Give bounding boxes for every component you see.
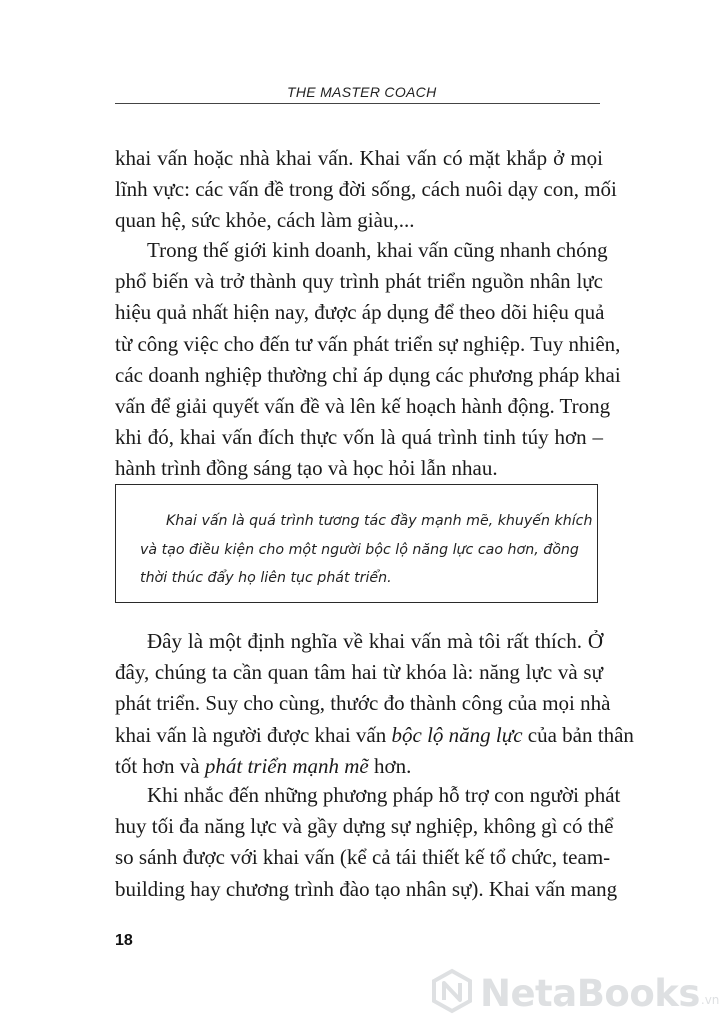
text-line: các doanh nghiệp thường chỉ áp dụng các phương pháp khai [115,362,621,387]
text-line: lĩnh vực: các vấn đề trong đời sống, cách nuôi dạy con, mối [115,177,617,202]
text-line [115,751,603,782]
text-line [115,720,634,751]
paragraph-1 [115,143,617,237]
text-line: huy tối đa năng lực và gầy dựng sự nghiệp, không gì có thể [115,814,614,839]
running-header: THE MASTER COACH [287,84,437,100]
paragraph-2 [115,235,621,485]
text-line: hành trình đồng sáng tạo và học hỏi lẫn nhau. [115,456,498,481]
text-line: so sánh được với khai vấn (kể cả tái thiết kế tổ chức, team- [115,845,611,870]
watermark-brand: NetaBooks [480,971,700,1015]
page-number: 18 [115,932,133,949]
text-line: phát triển. Suy cho cùng, thước đo thành công của mọi nhà [115,691,611,716]
paragraph-4 [115,780,621,905]
text-line: từ công việc cho đến tư vấn phát triển sự nghiệp. Tuy nhiên, [115,331,621,356]
quote-line: Khai vấn là quá trình tương tác đầy mạnh mẽ, khuyến khích [166,513,593,529]
quote-line: và tạo điều kiện cho một người bộc lộ năng lực cao hơn, đồng [140,541,579,558]
text-line: Khi nhắc đến những phương pháp hỗ trợ con người phát [147,783,621,807]
watermark-suffix: .vn [700,993,719,1007]
text-line: khi đó, khai vấn đích thực vốn là quá trình tinh túy hơn – [115,425,603,450]
text-run: khai vấn là người được khai vấn [115,722,392,747]
quote-line: thời thúc đẩy họ liên tục phát triển. [140,570,392,586]
text-line: phổ biến và trở thành quy trình phát triển nguồn nhân lực [115,269,603,294]
text-line: hiệu quả nhất hiện nay, được áp dụng để theo dõi hiệu quả [115,300,605,325]
text-line: vấn để giải quyết vấn đề và lên kế hoạch hành động. Trong [115,394,611,419]
netabooks-watermark [430,965,719,1021]
text-run: hơn. [368,753,412,778]
definition-quote-box [115,484,598,603]
text-line: building hay chương trình đào tạo nhân sự). Khai vấn mang [115,876,618,901]
text-line: Đây là một định nghĩa về khai vấn mà tôi rất thích. Ở [147,629,603,653]
quote-text [140,507,593,593]
text-line: quan hệ, sức khỏe, cách làm giàu,... [115,208,415,233]
emphasis-text: bộc lộ năng lực [391,722,523,747]
paragraph-3 [115,626,634,782]
netabooks-logo-icon [430,969,474,1018]
emphasis-text: phát triển mạnh mẽ [204,753,369,778]
text-line: khai vấn hoặc nhà khai vấn. Khai vấn có mặt khắp ở mọi [115,146,603,170]
text-run: tốt hơn và [115,753,205,778]
header-divider [115,103,600,104]
text-line: đây, chúng ta cần quan tâm hai từ khóa là: năng lực và sự [115,660,603,685]
text-line: Trong thế giới kinh doanh, khai vấn cũng nhanh chóng [147,238,608,262]
text-run: của bản thân [522,722,634,747]
